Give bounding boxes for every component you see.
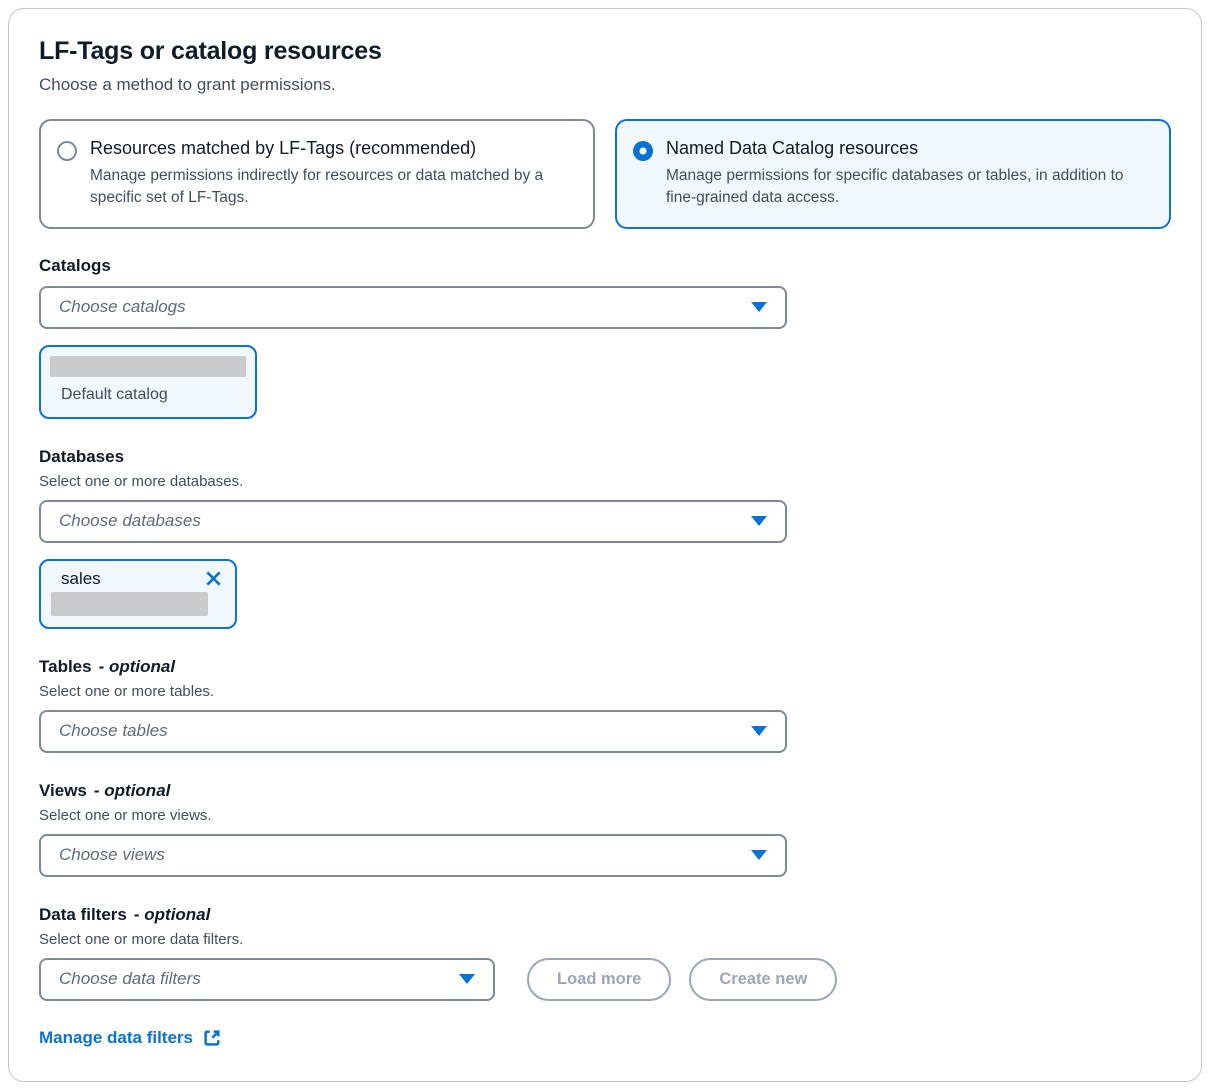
dismiss-icon[interactable] (204, 569, 223, 588)
data-filters-dropdown[interactable] (39, 958, 495, 1001)
tables-placeholder: Choose tables (59, 721, 168, 741)
databases-dropdown[interactable] (39, 500, 787, 543)
data-filters-hint: Select one or more data filters. (39, 930, 244, 948)
database-token-sales (39, 559, 237, 629)
method-card-named-resources[interactable] (615, 119, 1171, 229)
grant-permissions-panel (8, 8, 1202, 1082)
radio-unselected-icon[interactable] (57, 141, 77, 161)
chevron-down-icon (751, 850, 767, 860)
load-more-button[interactable]: Load more (527, 958, 671, 1001)
method-selection-group (39, 119, 1171, 229)
tables-label: Tables - optional (39, 656, 176, 676)
catalog-token-label: Default catalog (61, 385, 168, 403)
page-subtitle: Choose a method to grant permissions. (39, 75, 336, 94)
chevron-down-icon (751, 302, 767, 312)
data-filters-optional-suffix: - optional (133, 904, 211, 924)
database-token-label: sales (61, 568, 101, 588)
manage-data-filters-label: Manage data filters (39, 1027, 193, 1047)
views-dropdown[interactable] (39, 834, 787, 877)
radio-selected-icon[interactable] (633, 141, 653, 161)
catalogs-placeholder: Choose catalogs (59, 297, 186, 317)
tables-hint: Select one or more tables. (39, 682, 215, 700)
views-hint: Select one or more views. (39, 806, 212, 824)
method-card-label: Named Data Catalog resources (666, 138, 919, 158)
external-link-icon (202, 1028, 222, 1048)
tables-dropdown[interactable] (39, 710, 787, 753)
catalogs-label: Catalogs (39, 255, 111, 275)
chevron-down-icon (751, 726, 767, 736)
databases-hint: Select one or more databases. (39, 472, 244, 490)
create-new-button[interactable]: Create new (689, 958, 837, 1001)
chevron-down-icon (459, 974, 475, 984)
views-label: Views - optional (39, 780, 171, 800)
catalog-token (39, 345, 257, 419)
data-filters-label: Data filters - optional (39, 904, 211, 924)
redacted-catalog-id (50, 356, 246, 377)
views-placeholder: Choose views (59, 845, 165, 865)
databases-label: Databases (39, 446, 125, 466)
method-card-description: Manage permissions for specific databases or tables, in addition to fine-grained data access. (666, 167, 1124, 207)
method-card-lf-tags[interactable] (39, 119, 595, 229)
method-card-label: Resources matched by LF-Tags (recommended) (90, 138, 477, 158)
catalogs-dropdown[interactable] (39, 286, 787, 329)
views-optional-suffix: - optional (93, 780, 171, 800)
chevron-down-icon (751, 516, 767, 526)
tables-optional-suffix: - optional (98, 656, 176, 676)
page-title: LF-Tags or catalog resources (39, 37, 382, 65)
redacted-database-id (51, 592, 208, 616)
databases-placeholder: Choose databases (59, 511, 201, 531)
method-card-description: Manage permissions indirectly for resources or data matched by a specific set of LF-Tags. (90, 167, 544, 207)
manage-data-filters-link[interactable] (39, 1028, 222, 1048)
data-filters-placeholder: Choose data filters (59, 969, 201, 989)
